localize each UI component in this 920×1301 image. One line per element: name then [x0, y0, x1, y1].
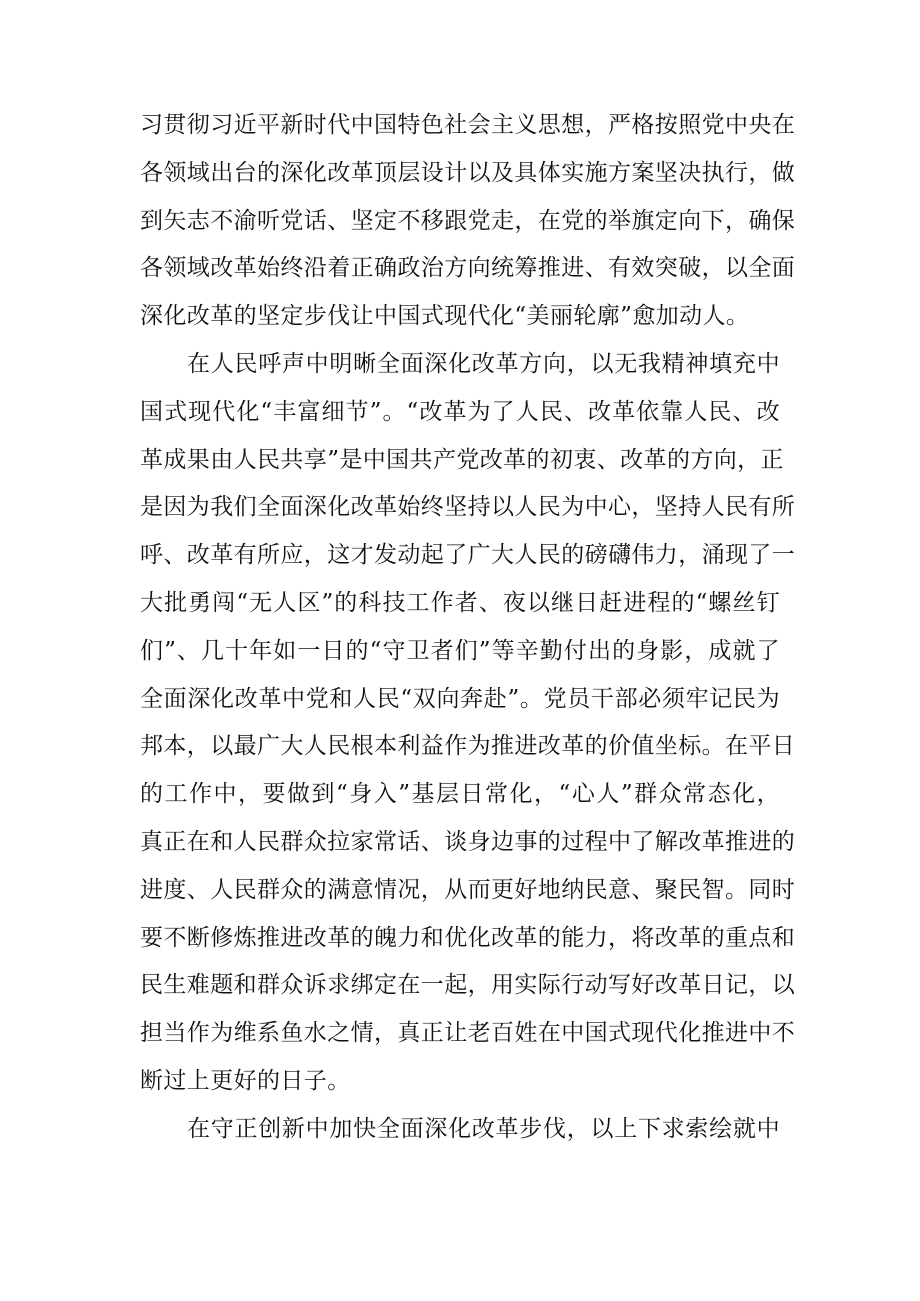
text-line: 在守正创新中加快全面深化改革步伐，以上下求索绘就中 [187, 1115, 780, 1142]
text-line: 各领域改革始终沿着正确政治方向统筹推进、有效突破，以全面 [140, 255, 796, 282]
text-line: 各领域出台的深化改革顶层设计以及具体实施方案坚决执行，做 [140, 159, 796, 186]
text-line: 邦本，以最广大人民根本利益作为推进改革的价值坐标。在平日 [140, 733, 796, 760]
text-line: 国式现代化“丰富细节”。“改革为了人民、改革依靠人民、改 [140, 398, 780, 425]
text-line: 断过上更好的日子。 [140, 1067, 351, 1094]
paragraph-2 [140, 341, 796, 1106]
text-line: 担当作为维系鱼水之情，真正让老百姓在中国式现代化推进中不 [140, 1020, 796, 1047]
paragraph-1 [140, 102, 796, 341]
text-line: 全面深化改革中党和人民“双向奔赴”。党员干部必须牢记民为 [140, 685, 780, 712]
text-line: 民生难题和群众诉求绑定在一起，用实际行动写好改革日记，以 [140, 972, 796, 999]
text-line: 大批勇闯“无人区”的科技工作者、夜以继日赶进程的“螺丝钉 [140, 589, 780, 616]
text-line: 呼、改革有所应，这才发动起了广大人民的磅礴伟力，涌现了一 [140, 542, 796, 569]
text-line: 在人民呼声中明晰全面深化改革方向，以无我精神填充中 [187, 350, 780, 377]
text-line: 革成果由人民共享”是中国共产党改革的初衷、改革的方向，正 [140, 446, 784, 473]
text-line: 是因为我们全面深化改革始终坚持以人民为中心，坚持人民有所 [140, 494, 796, 521]
text-line: 深化改革的坚定步伐让中国式现代化“美丽轮廓”愈加动人。 [140, 303, 750, 330]
text-line: 习贯彻习近平新时代中国特色社会主义思想，严格按照党中央在 [140, 112, 796, 138]
text-line: 们”、几十年如一日的“守卫者们”等辛勤付出的身影，成就了 [140, 637, 780, 664]
text-line: 进度、人民群众的满意情况，从而更好地纳民意、聚民智。同时 [140, 876, 796, 903]
text-line: 真正在和人民群众拉家常话、谈身边事的过程中了解改革推进的 [140, 828, 796, 855]
text-line: 的工作中，要做到“身入”基层日常化，“心人”群众常态化， [140, 781, 780, 808]
text-line: 要不断修炼推进改革的魄力和优化改革的能力，将改革的重点和 [140, 924, 796, 951]
body-text [140, 102, 796, 1154]
paragraph-3 [140, 1106, 780, 1154]
text-line: 到矢志不渝听党话、坚定不移跟党走，在党的举旗定向下，确保 [140, 207, 796, 234]
